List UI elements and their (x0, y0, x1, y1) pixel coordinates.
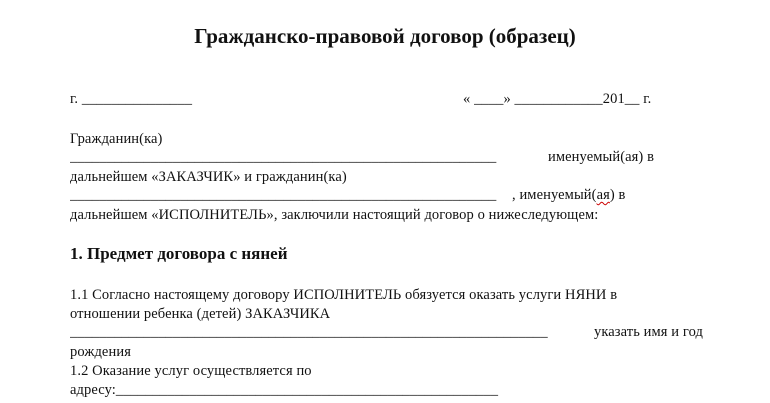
date-field: « ____» ____________201__ г. (463, 91, 652, 107)
customer-blank: __________________________________________________________ (70, 149, 497, 165)
executor-named (512, 186, 626, 204)
citizen-label: Гражданин(ка) (70, 131, 163, 147)
birth-label: рождения (70, 344, 131, 360)
customer-named: именуемый(ая) в (548, 149, 655, 165)
city-field: г. _______________ (70, 91, 193, 107)
section-heading: 1. Предмет договора с няней (70, 244, 288, 263)
child-hint: указать имя и год (594, 324, 703, 340)
paragraph-1-2: 1.2 Оказание услуг осуществляется по (70, 363, 312, 379)
paragraph-1-1-line-2: отношении ребенка (детей) ЗАКАЗЧИКА (70, 306, 331, 322)
document-title: Гражданско-правовой договор (образец) (194, 24, 576, 48)
executor-named-suffix: ) в (609, 187, 626, 203)
executor-blank: __________________________________________________________ (70, 187, 497, 203)
executor-named-prefix: , именуемый( (512, 187, 597, 203)
paragraph-1-1-line-1: 1.1 Согласно настоящему договору ИСПОЛНИТЕЛЬ обязуется оказать услуги НЯНИ в (70, 287, 618, 303)
child-blank: _________________________________________________________________ (70, 324, 548, 340)
customer-further: дальнейшем «ЗАКАЗЧИК» и гражданин(ка) (70, 169, 347, 185)
address-field: адресу:____________________________________________________ (70, 382, 499, 398)
executor-further: дальнейшем «ИСПОЛНИТЕЛЬ», заключили настоящий договор о нижеследующем: (70, 207, 599, 223)
spellcheck-mark: ая (596, 187, 610, 203)
